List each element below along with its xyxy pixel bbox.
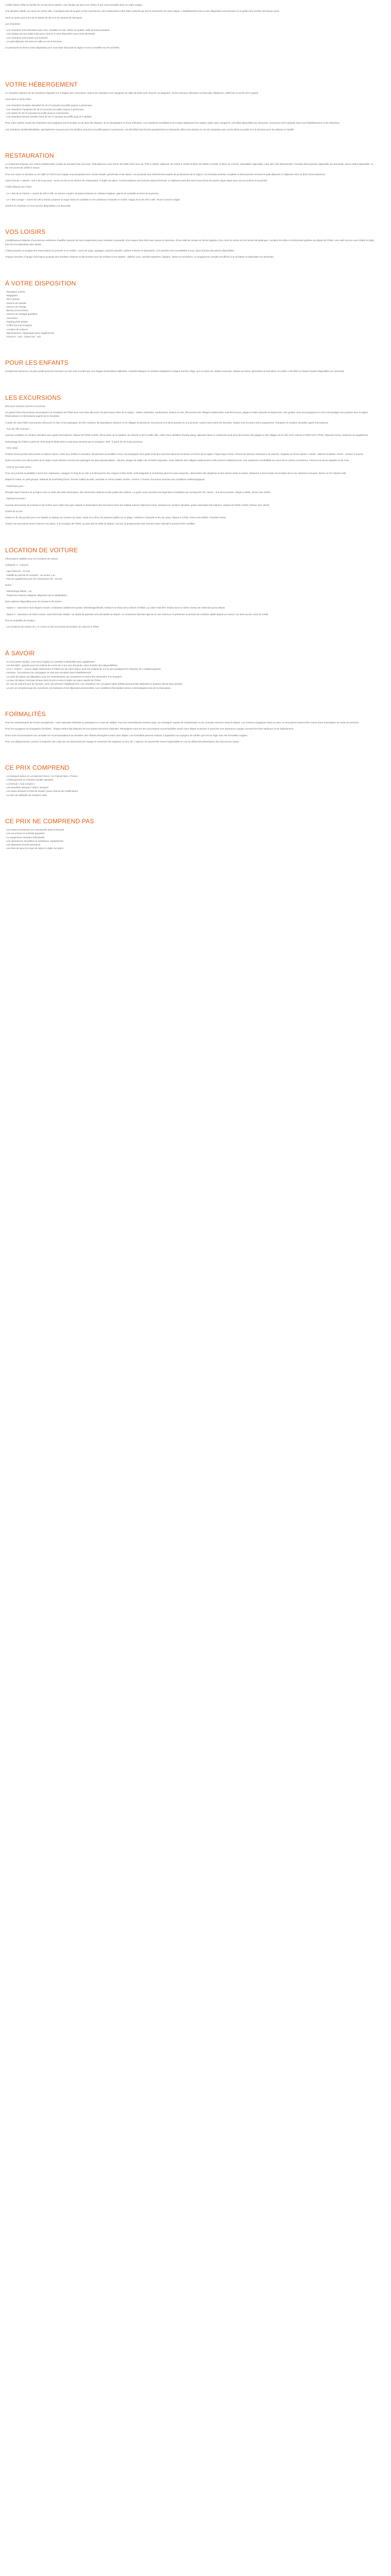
list-item: - Coffre-fort à la réception [5, 324, 32, 327]
section-paragraph: - Option 1 : assurance tous risques incluse, conducteur additionnel gratuit, kilométrage illimité, livraison et retour de la voiture à l'hôtel. La voiture doit être rendue avec le même niveau de carburant qu'au départ. [5, 606, 225, 609]
section-paragraph: Pendant les vacances, les plus petits pourront s'amuser au mini-club encadré par une équipe d'animateurs diplômés. Activités ludiques et créatives adaptées à chaque tranche d'âge, jeux en plein air, ateliers manuels, chasse au trésor, spectacles et mini-disco en soirée. Lits bébé et chaises hautes disponibles sur demande. [5, 370, 345, 373]
page [0, 0, 381, 875]
section-excursions [5, 394, 376, 526]
list-item: - Les frais de visa et la taxe de séjour à régler sur place [5, 847, 63, 850]
list-item: - La taxe de séjour n'est pas incluse dans le prix et sera à régler sur place auprès de l'hôtel. [5, 679, 102, 682]
section-paragraph: Le complexe dispose de 45 chambres réparties sur 3 étages avec ascenseur. Toutes les chambres sont équipées de salle de bains avec douche ou baignoire, sèche-cheveux, télévision à écran plat, téléphone, coffre-fort et accès Wi-Fi gratuit. [5, 91, 259, 94]
section-paragraph: - Spécial excursion : [5, 497, 27, 500]
list-item: - Bagagerie [5, 294, 18, 297]
list-item: - Blanchisserie / repassage (avec supplément) [5, 331, 54, 334]
list-item: - Réception 24h/24 [5, 290, 25, 293]
section-paragraph: - Vers relais : [5, 446, 19, 449]
list-item: - Les chambres sont toutes non-fumeurs [5, 36, 48, 39]
section-paragraph: - Patrimoine pure : [5, 484, 25, 487]
section-savoir [5, 650, 376, 690]
intro-list-title: Les chambres : [5, 22, 22, 25]
section-list [5, 625, 376, 629]
list-item: - Check-in : 14h - Check-out : 12h [5, 335, 41, 338]
section-paragraph: Informations valables pour les locations de voiture. [5, 557, 59, 560]
list-item: - Le lit « enfant » : sera à régler directement à l'hôtel lors de votre séjour, pour les enfants de 2 à 12 ans partageant la chambre de 2 adultes payants. [5, 668, 161, 671]
list-item: - Toutes les voitures catégorie disposent de la climatisation. [5, 594, 68, 597]
section-paragraph: Pour votre confort, toutes les chambres sont équipées d'un lit double ou de deux lits séparés, de la climatisation et d'une télévision. Les chambres Familiales et les Suites disposent d'un espace salon avec canapé-lit. Lits bébé disponibles sur demande. Connexion Wi-Fi gratuite dans tout l'établissement et les chambres. [5, 122, 340, 125]
section-paragraph: L'hôtel dispose de 2 bars : [5, 185, 33, 189]
section-enfants [5, 359, 376, 373]
list-item: - Age minimum : 21 ans [5, 570, 30, 573]
section-paragraph: Un grand choix d'excursions est proposé à la réception de l'hôtel pour vous faire découvrir les plus beaux sites de la région : visites culturelles, randonnées, sorties en mer, découverte des villages traditionnels, marchés locaux, plages et sites naturels exceptionnels. Nos guides vous accompagnent et vous font partager leur passion pour la région. Réservations et informations auprès de la réception. [5, 411, 369, 418]
section-title: LOCATION DE VOITURE [5, 546, 78, 554]
section-list [5, 828, 376, 851]
section-title: CE PRIX NE COMPREND PAS [5, 817, 94, 825]
section-paragraph: Toutes nos excursions sont à réserver sur place, à la réception de l'hôtel, au plus tard la veille du départ. Les prix et programmes sont donnés à titre indicatif et peuvent être modifiés. [5, 522, 196, 526]
list-item: - Le supplément chambre individuelle [5, 836, 45, 839]
section-paragraph: Vous avez le choix entre : [5, 97, 32, 100]
sections [5, 81, 376, 851]
section-paragraph: Découvrir Grande Comore et environs [5, 404, 45, 408]
section-paragraph: - Côte le tour sans peine : [5, 465, 32, 468]
list-item: - Location de voitures [5, 328, 28, 331]
section-title: VOS LOISIRS [5, 228, 46, 236]
list-item: - Les lits bébé : gratuits pour les enfants de moins de 2 ans (sur demande, dans la limite des disponibilités). [5, 664, 118, 667]
intro-paragraph: L'hôtel Alexis a fêté en famille les 10 ans de la maison. Une équipe qui aime son métier et qui vous accueille dans un cadre unique. [5, 4, 143, 6]
list-item: - Une équipe est aux petits soins pour vous et à votre disposition pour toute demande [5, 32, 95, 36]
list-item: - Service de navette [5, 301, 26, 304]
section-paragraph: Chaque semaine, l'équipe d'animation propose des activités créatives et découverte pour les enfants et les adultes : ateliers, jeux, activités sportives, balades, visites et excursions. Le programme complet est affiché à la réception et disponible sur demande. [5, 256, 274, 259]
section-hebergement [5, 81, 376, 131]
section-paragraph: Pour une journée inoubliable à bord d'un catamaran, naviguez le long de la côte à la découverte des criques et des récifs. Arrêt baignade et snorkeling dans les eaux turquoise, observation des dauphins et des tortues selon la saison. Déjeuner à bord à base de produits de la mer. Boissons incluses. Retour en fin d'après-midi. [5, 472, 347, 475]
section-list [5, 104, 376, 118]
list-item: - Les assurances annulation et assistance rapatriement [5, 839, 63, 842]
section-loisirs [5, 228, 376, 259]
section-paragraph: Pour les voyageurs accompagnés d'enfants : chaque enfant doit disposer de son propre document d'identité. Renseignez-vous sur les vaccinations recommandées avant votre départ et pensez à souscrire une assurance voyage couvrant les frais médicaux et de rapatriement. [5, 727, 294, 731]
section-paragraph: Pour vos repas en terrasse ou en salle, le chef et son équipe vous proposent une cuisine simple, généreuse et de saison. Les produits sont sélectionnés auprès de producteurs de la région. Les formules pension complète et demi-pension incluent le petit-déjeuner, le déjeuner et/ou le dîner (hors boissons). [5, 173, 326, 176]
list-item: - Le petit-déjeuner est servi en salle ou sur la terrasse [5, 40, 62, 43]
section-title: RESTAURATION [5, 152, 54, 160]
list-item: - La carte de séjour est obligatoire pour les ressortissants non européens et devra être présentée à la réception. [5, 675, 123, 678]
list-item: - En cas de retard le jour de l'arrivée, merci de prévenir l'établissement. Les chambres non occupées après 20h00 pourront être attribuées à d'autres clients sans préavis. [5, 683, 183, 686]
section-paragraph: - Option 2 : assurance de base incluse, sans franchise réduite. Un dépôt de garantie sera demandé au départ. Le conducteur doit être âgé de 21 ans minimum et présenter un permis de conduire valide depuis au moins 1 an ainsi qu'une carte de crédit. [5, 613, 269, 616]
list-item: - Kilométrage illimité : oui [5, 590, 32, 593]
section-restauration [5, 152, 376, 208]
section-paragraph: - Le « Bar Lounge » ouvert de 18h à minuit, propose un large choix de cocktails et une ambiance musicale en soirée. Happy hour de 18h à 19h. Tenue correcte exigée. [5, 198, 181, 201]
section-paragraph: Deux options disponibles pour les locations de voiture : [5, 600, 63, 603]
intro-list [5, 28, 376, 43]
list-item: - Les repas et boissons non mentionnés dans la formule [5, 828, 64, 831]
list-item: - Service de change [5, 305, 26, 308]
list-item: - La formule « tout compris » [5, 782, 36, 785]
section-paragraph: Notre excursion à la découverte de la région vous mènera à travers les paysages les plus spectaculaires : volcans, plages de sable noir et forêts tropicales. Vous visiterez des villages traditionnels et découvrirez l'artisanat local. Une expérience inoubliable au coeur de la culture comorienne. Prévoir une tenue adaptée et de l'eau. [5, 459, 350, 462]
section-noncompris [5, 818, 376, 851]
section-paragraph: Journée complète en minibus climatisé avec guide francophone. Départ de l'hôtel à 8h00, découverte de la capitale, du marché et de la vieille ville, visite d'une distillerie d'ylang-ylang, déjeuner dans un restaurant local puis découverte des plages et des villages de la côte nord. Retour à l'hôtel vers 17h00. Déjeuner inclus, boissons en supplément. [5, 434, 369, 437]
section-paragraph: Ramassage de l'hôtel à partir de 7h45 jusqu'à 9h00 selon le planning transmis par la réception. Tarif : à partir de 45 € par personne. [5, 440, 143, 443]
list-item: - L'hébergement en chambre double standard [5, 778, 54, 782]
section-paragraph: Soirée de la mer : [5, 510, 24, 513]
list-item: - Wi-Fi gratuit [5, 298, 20, 301]
list-item: - Le transport aérien en vol spécial France / Le Palmier Bleu / France [5, 775, 78, 778]
section-title: POUR LES ENFANTS [5, 359, 69, 367]
list-item: - Le prix ne comprend pas les excursions, les boissons et les dépenses personnelles. Les conditions d'annulation seront communiquées lors de la réservation. [5, 686, 171, 689]
section-paragraph: - Tour de "l'Île Comore" : [5, 427, 31, 430]
section-paragraph: L'hôtel propose un programme d'animations en journée et en soirée : cours de yoga, aquagym, tournois sportifs, soirées à thème et spectacles. Les activités sont accessibles à tous, dans la limite des places disponibles. [5, 249, 235, 252]
section-title: CE PRIX COMPREND [5, 764, 70, 772]
list-item: - Pas de supplément pour les conducteurs de - 25 ans [5, 577, 62, 580]
list-item: - Les dépenses d'ordre personnel [5, 843, 41, 846]
list-item: - Parking privé gratuit [5, 320, 28, 323]
section-paragraph: Votre formule « Liberté » (15 à 20 € par jour) : accès au bar et au service de restauration, à régler sur place. Consommations non incluses dans la formule. Le déjeuner peut être servi sous forme de panier pique-nique pour vos excursions à la journée. [5, 179, 268, 182]
section-paragraph: Départ le matin, en petit groupe. Matériel de snorkeling fourni. Prévoir maillot de bain, serviette et crème solaire. Durée : environ 7 heures. Excursion soumise aux conditions météorologiques. [5, 478, 205, 481]
list-item: - Les chambres Deluxe Double (Vue) de 25 m² pouvant accueillir jusqu'à 2 adultes. [5, 115, 92, 118]
list-item: - Les taxes aéroport et frais de dossier (sous réserve de modification) [5, 790, 78, 793]
section-list [5, 589, 376, 597]
list-item: - Les Suites de 40 m² pouvant accueillir jusqu'à 4 personnes. [5, 111, 69, 114]
list-item: - Les locations de voiture de 1 à 7 jours se font au bureau de location de voitures à l'hôtel. [5, 625, 100, 629]
section-disposition [5, 280, 376, 339]
section-list [5, 569, 376, 581]
section-title: FORMALITÉS [5, 710, 46, 718]
section-paragraph: Le restaurant propose une cuisine traditionnelle à base de produits frais et locaux. Petit-déjeuner sous forme de buffet varié servi de 7h00 à 10h00. Déjeuner de 12h00 à 14h00 et dîner de 19h00 à 21h30. Cuisine du marché, spécialités régionales, carte des vins sélectionnée. Formule demi-pension disponible sur demande. Menu enfant disponible. Le bar est ouvert de 10h00 à minuit. [5, 163, 373, 170]
section-paragraph: Journée découverte de la faune et de la flore avec visite d'un parc naturel et observation des lémuriens dans leur habitat naturel. Déjeuner inclus, transport en minibus climatisé, guide naturaliste francophone. Départ de l'hôtel à 8h00. Retour vers 16h30. [5, 503, 270, 506]
list-item: - Les chambres sont décorées avec soin, meubles en bois, literie de qualité, salle de bains privative [5, 29, 110, 32]
section-paragraph: Pour les ressortissants de l'Union européenne : carte nationale d'identité ou passeport en cours de validité. Pour les ressortissants d'autres pays, se renseigner auprès de l'ambassade ou du consulat concerné avant le départ. Les mineurs voyageant seuls ou avec un seul parent doivent être munis d'une autorisation de sortie de territoire. [5, 721, 360, 724]
section-paragraph: Pour vos déplacements, pensez à emporter une copie de vos documents de voyage et conservez les originaux en lieu sûr. L'agence ne saurait être tenue responsable en cas de défaut de présentation des documents requis. [5, 740, 240, 743]
section-paragraph: Nous vous recommandons de consulter les recommandations du ministère des Affaires étrangères avant votre départ. Les formalités peuvent évoluer, il appartient au voyageur de vérifier qu'il est en règle avec les formalités exigées. [5, 734, 248, 737]
section-list [5, 774, 376, 797]
section-paragraph: Les chambres doubles/familiales, spécialement conçues pour les familles, peuvent accueillir jusqu'à 4 personnes. Les lits bébé sont fournis gratuitement sur demande. Elles sont situées en rez-de-chaussée avec accès direct au jardin et à la terrasse pour les séjours en famille. [5, 128, 295, 131]
list-item: - Les transferts aéroport / hôtel / aéroport [5, 786, 48, 789]
section-paragraph: Prix et modalités de location : [5, 619, 37, 622]
section-list [5, 290, 376, 339]
list-item: - Ascenseur [5, 316, 18, 319]
section-title: VOTRE HÉBERGEMENT [5, 80, 78, 88]
list-item: - La taxe de solidarité de l'aviation civile [5, 793, 47, 796]
section-list [5, 660, 376, 690]
list-item: - Validité du permis de conduire : au moins 1 an [5, 573, 55, 577]
section-paragraph: Partez en fin de journée pour une balade en bateau au coucher du soleil, suivie d'un dîner de poissons grillés sur la plage. Ambiance musicale et feu de camp. Départ à 17h00, retour vers 22h00. Transfert inclus. [5, 516, 226, 519]
section-paragraph: Service en chambre et room service disponibles à la demande. [5, 205, 72, 208]
section-paragraph: Plongée dans l'histoire de la région avec la visite des sites historiques, des anciennes médinas et des palais des sultans. Le guide vous racontera les légendes et traditions qui ont façonné l'île. Durée : une demi-journée. Départ à 9h00, retour vers 13h00. [5, 490, 271, 494]
section-compris [5, 764, 376, 797]
intro [5, 3, 376, 50]
section-paragraph: L'établissement dispose d'une piscine extérieure chauffée (ouverte de mai à septembre) avec transats et parasols, d'un espace bien-être avec sauna et hammam, d'une salle de remise en forme équipée, d'un court de tennis et d'un terrain de pétanque. Location de vélos et randonnées guidées au départ de l'hôtel. Une salle de jeux avec billard et baby-foot est à la disposition des clients. [5, 239, 375, 246]
list-item: - Bureau d'excursions [5, 309, 28, 312]
section-paragraph: À partir de votre hôtel vous pouvez découvrir la côte et ses paysages, les îles voisines, les plantations d'épices et les villages de pêcheurs. Excursions à la demi-journée ou à la journée, repas inclus selon les formules. Départ tous les jours selon programme. Transport en minibus climatisé, guide francophone. [5, 421, 329, 424]
list-item: - Les excursions et activités payantes [5, 832, 45, 835]
section-paragraph: Notes : [5, 584, 13, 587]
intro-paragraph: Une situation idéale, au coeur du centre-ville, à quelques pas de la gare et des commerces, des restaurants et des sites culturels qui font la renommée de notre région. L'établissement met à votre disposition une terrasse et un jardin pour profiter des beaux jours. [5, 10, 280, 13]
list-item: - Animaux : les animaux de compagnie ne sont pas acceptés dans l'établissement. [5, 671, 92, 674]
section-title: À SAVOIR [5, 649, 35, 657]
section-paragraph: - Le « Bar de la Piscine » ouvert de 10h à 19h, en service continu, propose boissons et collations légères, glaces et cocktails au bord de la piscine. [5, 192, 159, 195]
section-title: À VOTRE DISPOSITION [5, 279, 76, 287]
list-item: - Service de ménage quotidien [5, 313, 38, 316]
intro-paragraph: Le personnel se tient à votre disposition pour vous faire découvrir la région et vous conseiller sur les activités. [5, 46, 120, 49]
list-item: - Les chambres Familiales de 30 m² pouvant accueillir jusqu'à 4 personnes. [5, 108, 85, 111]
list-item: - Si vous partez seul(e), vous serez logé(e) en chambre individuelle avec supplément. [5, 660, 95, 663]
section-title: LES EXCURSIONS [5, 394, 61, 401]
section-location [5, 547, 376, 629]
section-paragraph: Catégorie A - 3 places [5, 564, 28, 566]
list-item: - Les chambres Doubles Standard de 20 m² pouvant accueillir jusqu'à 2 personnes. [5, 104, 93, 107]
section-paragraph: Profitez d'une journée découverte en pleine nature, entre lacs, forêts et cascades. Randonnée accessible à tous, accompagnée d'un guide local qui vous fera découvrir la faune et la flore de la région. Pique-nique inclus. Prévoir de bonnes chaussures de marche, chapeau et crème solaire. Activité : Marche modérée. Durée : environ 6 heures. [5, 453, 364, 456]
section-formalites [5, 710, 376, 743]
intro-paragraph: Vous ne serez qu'à 5 km de la station de ski et à 15 minutes de l'aéroport. [5, 16, 83, 19]
